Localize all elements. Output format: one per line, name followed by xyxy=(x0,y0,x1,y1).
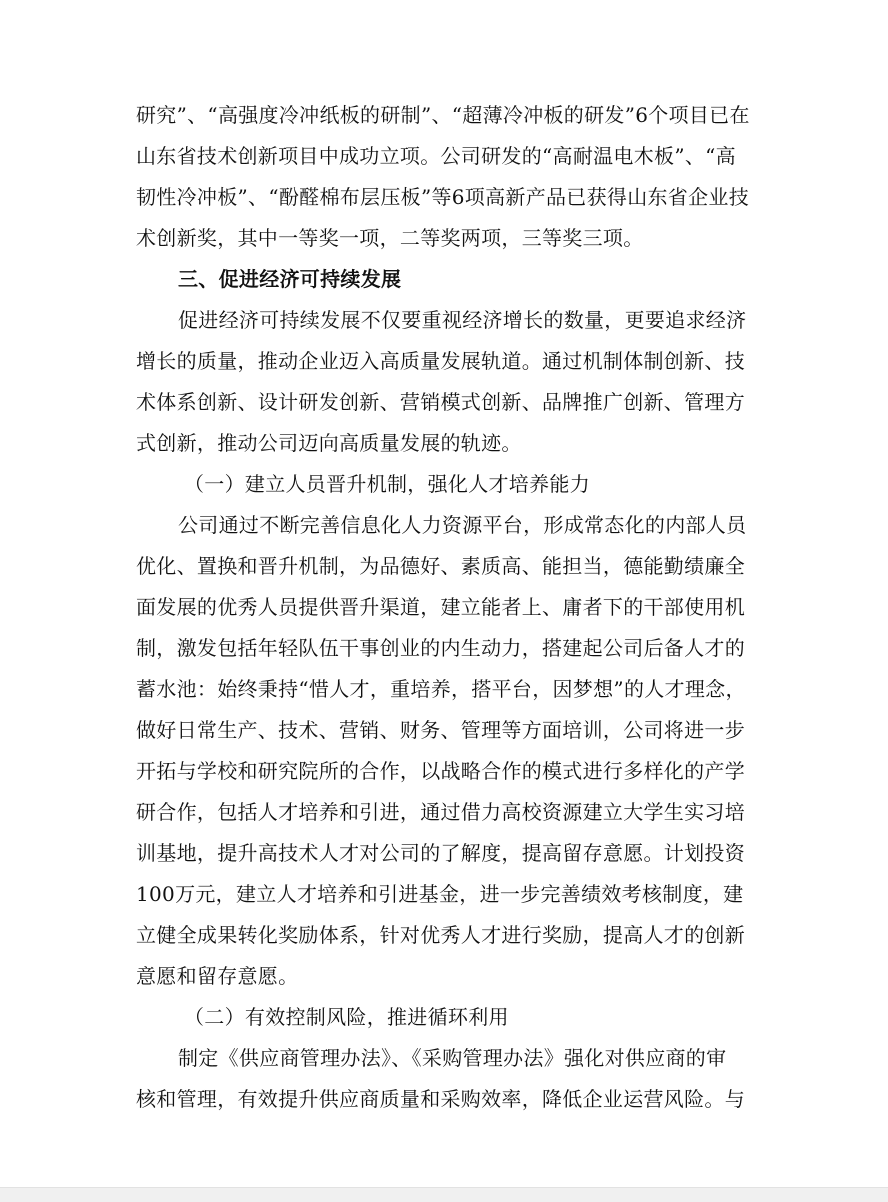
paragraph-line: 山东省技术创新项目中成功立项。公司研发的“高耐温电木板”、“高 xyxy=(136,144,736,168)
paragraph-line: 100万元，建立人才培养和引进基金，进一步完善绩效考核制度，建 xyxy=(136,882,744,906)
paragraph-line: 术体系创新、设计研发创新、营销模式创新、品牌推广创新、管理方 xyxy=(136,390,745,414)
paragraph-line: 韧性冷冲板”、“酚醛棉布层压板”等6项高新产品已获得山东省企业技 xyxy=(136,185,749,209)
paragraph-line: 做好日常生产、技术、营销、财务、管理等方面培训，公司将进一步 xyxy=(136,718,745,742)
paragraph-line: 促进经济可持续发展不仅要重视经济增长的数量，更要追求经济 xyxy=(178,308,747,332)
paragraph-line: 增长的质量，推动企业迈入高质量发展轨道。通过机制体制创新、技 xyxy=(136,349,745,373)
paragraph-line: 蓄水池：始终秉持“惜人才，重培养，搭平台，因梦想”的人才理念， xyxy=(136,677,746,701)
paragraph-line: 面发展的优秀人员提供晋升渠道，建立能者上、庸者下的干部使用机 xyxy=(136,595,745,619)
paragraph-line: 制，激发包括年轻队伍干事创业的内生动力，搭建起公司后备人才的 xyxy=(136,636,745,660)
page-bottom-edge xyxy=(0,1187,888,1202)
intro-paragraph xyxy=(136,95,756,259)
paragraph-line: 核和管理，有效提升供应商质量和采购效率，降低企业运营风险。与 xyxy=(136,1087,745,1111)
paragraph-line: 制定《供应商管理办法》、《采购管理办法》强化对供应商的审 xyxy=(178,1046,727,1070)
paragraph-line: 立健全成果转化奖励体系，针对优秀人才进行奖励，提高人才的创新 xyxy=(136,923,745,947)
paragraph-line: 研合作，包括人才培养和引进，通过借力高校资源建立大学生实习培 xyxy=(136,800,745,824)
document-body xyxy=(136,95,756,1120)
paragraph-line: 开拓与学校和研究院所的合作，以战略合作的模式进行多样化的产学 xyxy=(136,759,745,783)
paragraph-line: 公司通过不断完善信息化人力资源平台，形成常态化的内部人员 xyxy=(178,513,747,537)
paragraph-line: 研究”、“高强度冷冲纸板的研制”、“超薄冷冲板的研发”6个项目已在 xyxy=(136,103,750,127)
paragraph-line: 式创新，推动公司迈向高质量发展的轨迹。 xyxy=(136,431,522,455)
paragraph-line: 术创新奖，其中一等奖一项，二等奖两项，三等奖三项。 xyxy=(136,226,644,250)
section-paragraph xyxy=(136,300,756,464)
section-heading: 三、促进经济可持续发展 xyxy=(178,267,402,291)
subsection-paragraph xyxy=(136,1038,756,1120)
subsection-heading: （二）有效控制风险，推进循环利用 xyxy=(184,1005,509,1029)
paragraph-line: 意愿和留存意愿。 xyxy=(136,964,299,988)
subsection-paragraph xyxy=(136,505,756,997)
paragraph-line: 优化、置换和晋升机制，为品德好、素质高、能担当，德能勤绩廉全 xyxy=(136,554,745,578)
subsection-heading: （一）建立人员晋升机制，强化人才培养能力 xyxy=(184,472,590,496)
paragraph-line: 训基地，提升高技术人才对公司的了解度，提高留存意愿。计划投资 xyxy=(136,841,745,865)
